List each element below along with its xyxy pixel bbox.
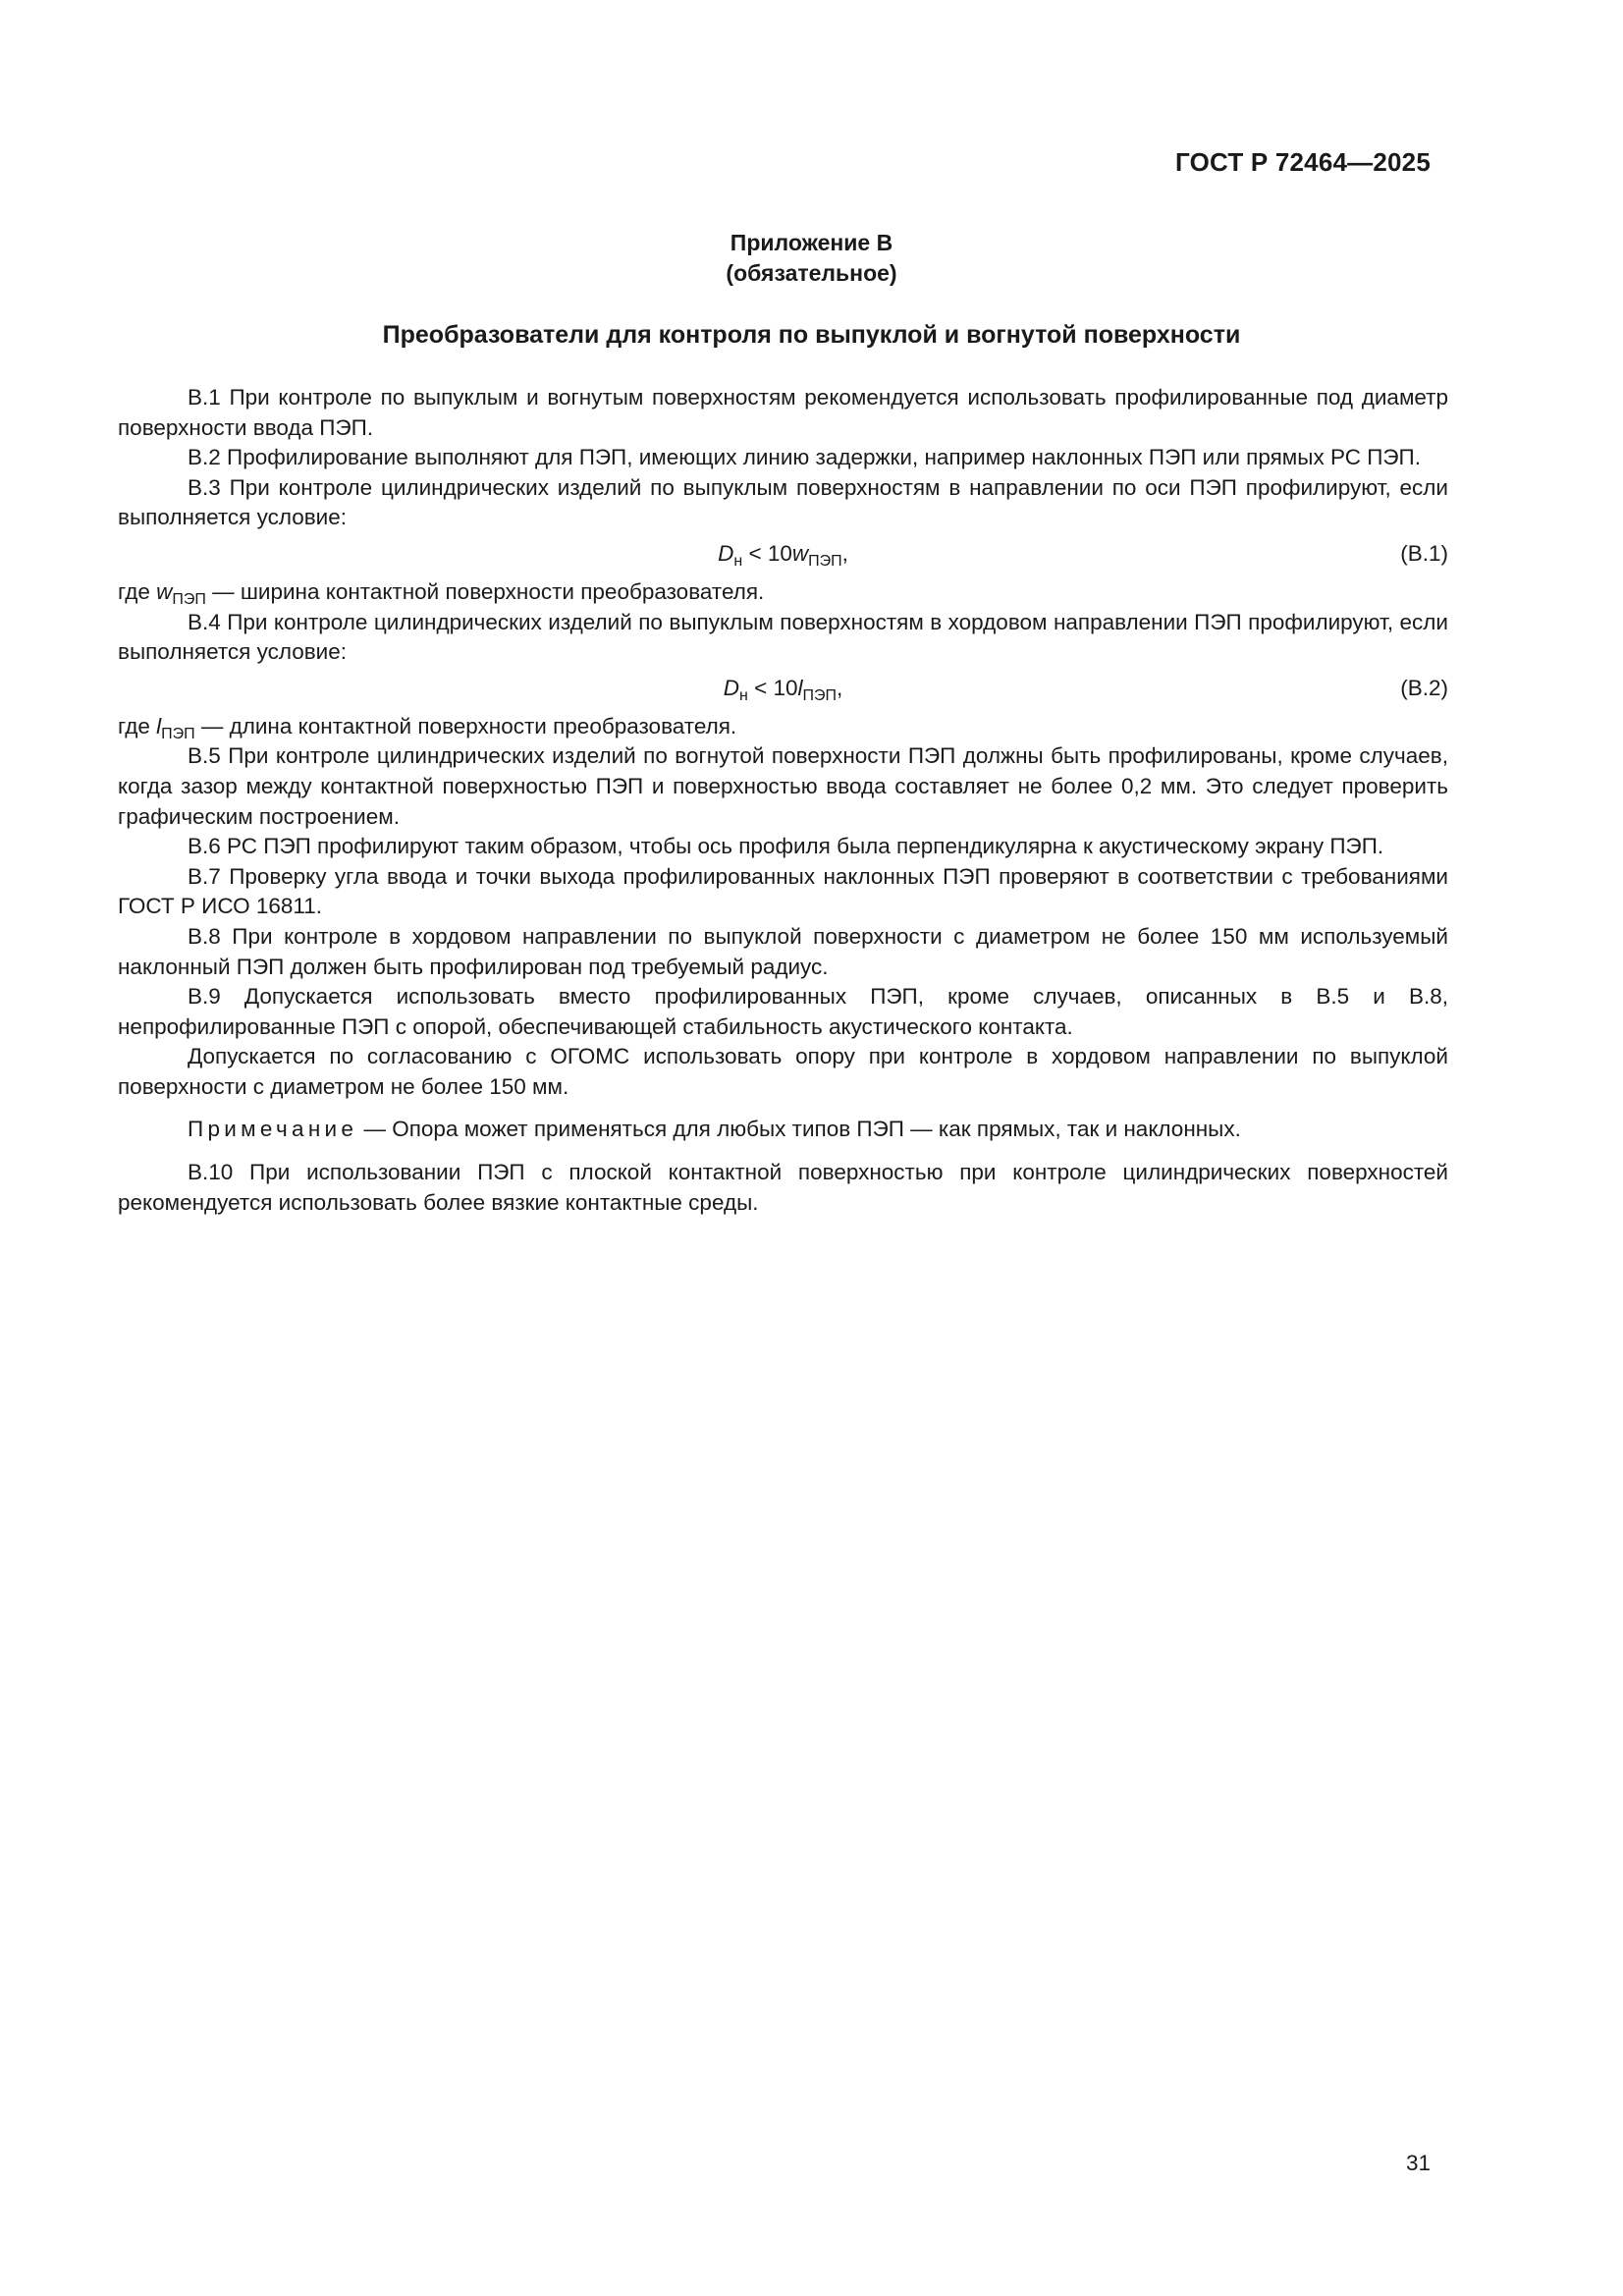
formula-b1 bbox=[118, 536, 1448, 572]
paragraph-b8: В.8 При контроле в хордовом направлении по выпуклой поверхности с диаметром не более 150 мм используемый наклонный ПЭП должен быть профилирован под требуемый радиус. bbox=[118, 923, 1448, 979]
formula-expression: $D_н < 10l_{ПЭП}$, bbox=[723, 675, 843, 704]
paragraph-b4: В.4 При контроле цилиндрических изделий по выпуклым поверхностям в хордовом направлении ПЭП профилируют, если выполняется условие: bbox=[118, 609, 1448, 665]
formula-b2 bbox=[118, 671, 1448, 706]
document-code: ГОСТ Р 72464—2025 bbox=[1175, 147, 1431, 177]
formula-number: (В.1) bbox=[1400, 540, 1448, 566]
paragraph-b5: В.5 При контроле цилиндрических изделий по вогнутой поверхности ПЭП должны быть профилированы, кроме случаев, когда зазор между контактной поверхностью ПЭП и поверхностью ввода составляет не более 0,2 мм. Это следует проверить графическим построением. bbox=[118, 743, 1448, 829]
paragraph-b10: В.10 При использовании ПЭП с плоской контактной поверхностью при контроле цилиндрических поверхностей рекомендуется использовать более вязкие контактные среды. bbox=[118, 1160, 1448, 1215]
section-title: Преобразователи для контроля по выпуклой и вогнутой поверхности bbox=[382, 321, 1241, 349]
page-number: 31 bbox=[1405, 2151, 1431, 2175]
paragraph-b9: В.9 Допускается использовать вместо профилированных ПЭП, кроме случаев, описанных в В.5 и В.8, непрофилированные ПЭП с опорой, обеспечивающей стабильность акустического контакта. bbox=[118, 984, 1448, 1039]
paragraph-b9-extra: Допускается по согласованию с ОГОМС использовать опору при контроле в хордовом направлении по выпуклой поверхности с диаметром не более 150 мм. bbox=[118, 1044, 1448, 1099]
formula-b1-explanation: где $w_{ПЭП}$ — ширина контактной поверхности преобразователя. bbox=[118, 578, 765, 608]
appendix-status: (обязательное) bbox=[726, 260, 897, 286]
note bbox=[118, 1115, 1448, 1145]
paragraph-b7: В.7 Проверку угла ввода и точки выхода профилированных наклонных ПЭП проверяют в соответствии с требованиями ГОСТ Р ИСО 16811. bbox=[118, 863, 1448, 919]
note-label: Примечание bbox=[188, 1117, 358, 1142]
formula-b2-explanation: где $l_{ПЭП}$ — длина контактной поверхности преобразователя. bbox=[118, 713, 737, 742]
formula-expression: $D_н < 10w_{ПЭП}$, bbox=[718, 540, 848, 570]
paragraph-b1: В.1 При контроле по выпуклым и вогнутым поверхностям рекомендуется использовать профилированные под диаметр поверхности ввода ПЭП. bbox=[118, 385, 1448, 440]
paragraph-b6: В.6 РС ПЭП профилируют таким образом, чтобы ось профиля была перпендикулярна к акустическому экрану ПЭП. bbox=[188, 834, 1384, 859]
appendix-title: Приложение В bbox=[730, 230, 893, 255]
paragraph-b2: В.2 Профилирование выполняют для ПЭП, имеющих линию задержки, например наклонных ПЭП или прямых РС ПЭП. bbox=[188, 445, 1421, 470]
document-body bbox=[118, 383, 1448, 1218]
note-text: — Опора может применяться для любых типов ПЭП — как прямых, так и наклонных. bbox=[357, 1117, 1241, 1142]
paragraph-b3: В.3 При контроле цилиндрических изделий по выпуклым поверхностям в направлении по оси ПЭП профилируют, если выполняется условие: bbox=[118, 474, 1448, 530]
appendix-heading bbox=[0, 228, 1623, 289]
formula-number: (В.2) bbox=[1400, 675, 1448, 700]
